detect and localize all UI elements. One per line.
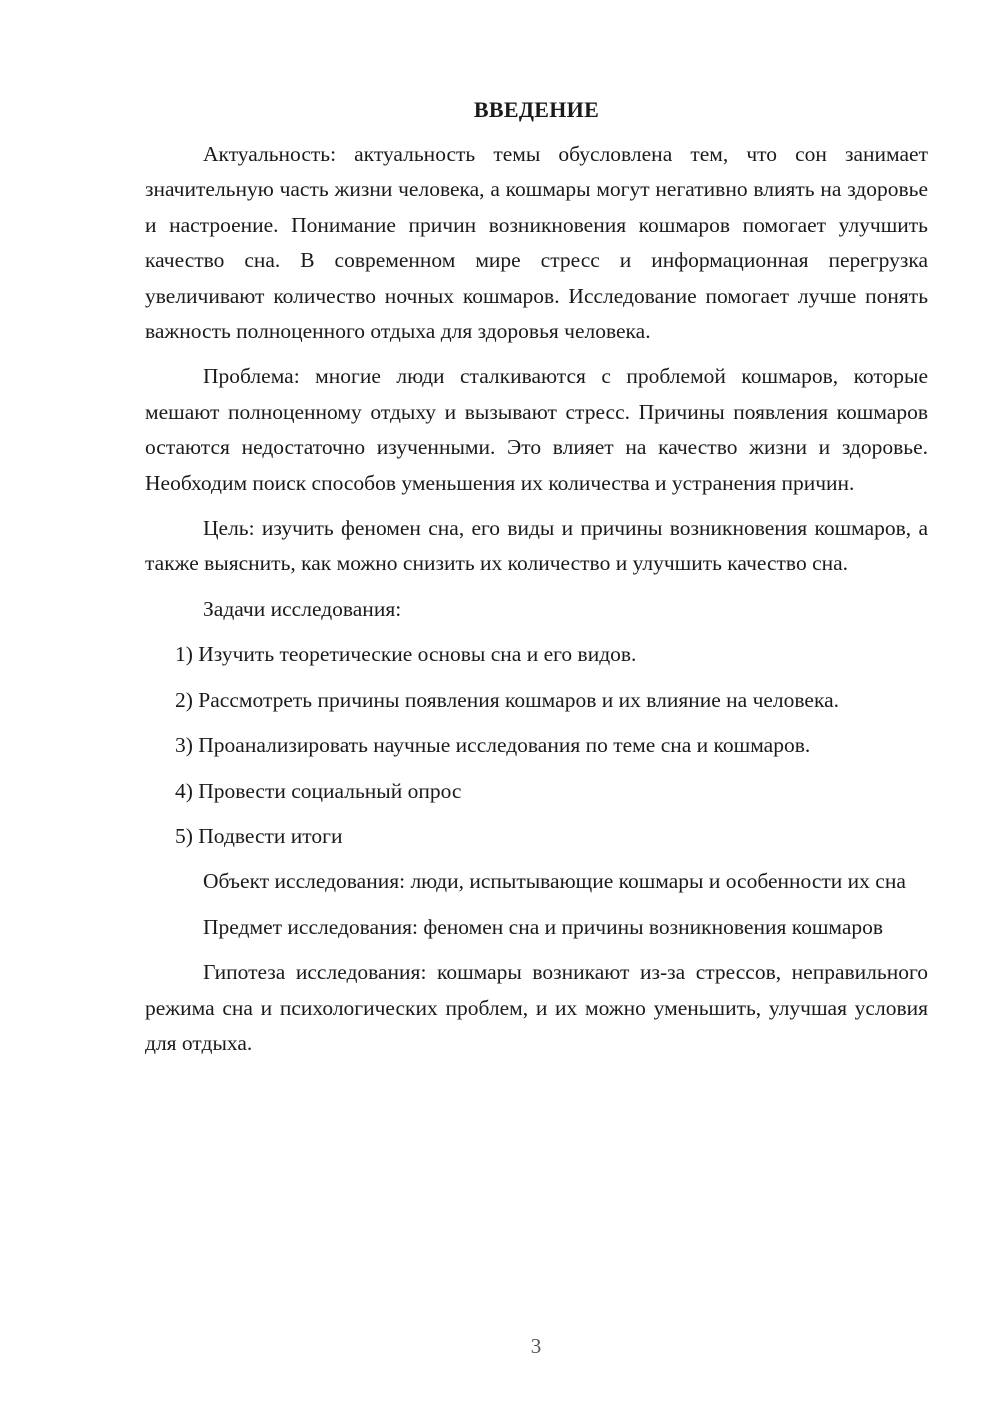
task-item: 2) Рассмотреть причины появления кошмаров и их влияние на человека. [175,687,840,712]
task-item: 3) Проанализировать научные исследования по теме сна и кошмаров. [175,733,811,758]
page-number: 3 [530,1334,542,1358]
paragraph-problem: Проблема: многие люди сталкиваются с проблемой кошмаров, которые мешают полноценному отдыху и вызывают стресс. Причины появления кошмаров остаются недостаточно изученными. Это влияет на качество жизни и здоровье. Необходим поиск способов уменьшения их количества и устранения причин. [145,364,928,495]
paragraph-hypothesis: Гипотеза исследования: кошмары возникают из-за стрессов, неправильного режима сна и психологических проблем, и их можно уменьшить, улучшая условия для отдыха. [145,960,928,1055]
paragraph-tasks-heading: Задачи исследования: [203,596,402,621]
page-content [145,92,928,1071]
task-item: 1) Изучить теоретические основы сна и его видов. [175,642,637,667]
paragraph-subject: Предмет исследования: феномен сна и причины возникновения кошмаров [203,914,884,939]
task-item: 4) Провести социальный опрос [175,778,462,803]
paragraph-object: Объект исследования: люди, испытывающие кошмары и особенности их сна [203,869,906,894]
section-title: ВВЕДЕНИЕ [473,97,600,122]
paragraph-goal: Цель: изучить феномен сна, его виды и причины возникновения кошмаров, а также выяснить, как можно снизить их количество и улучшить качество сна. [145,516,928,576]
task-item: 5) Подвести итоги [175,823,343,848]
paragraph-relevance: Актуальность: актуальность темы обусловлена тем, что сон занимает значительную часть жизни человека, а кошмары могут негативно влиять на здоровье и настроение. Понимание причин возникновения кошмаров помогает улучшить качество сна. В современном мире стресс и информационная перегрузка увеличивают количество ночных кошмаров. Исследование помогает лучше понять важность полноценного отдыха для здоровья человека. [145,142,928,344]
